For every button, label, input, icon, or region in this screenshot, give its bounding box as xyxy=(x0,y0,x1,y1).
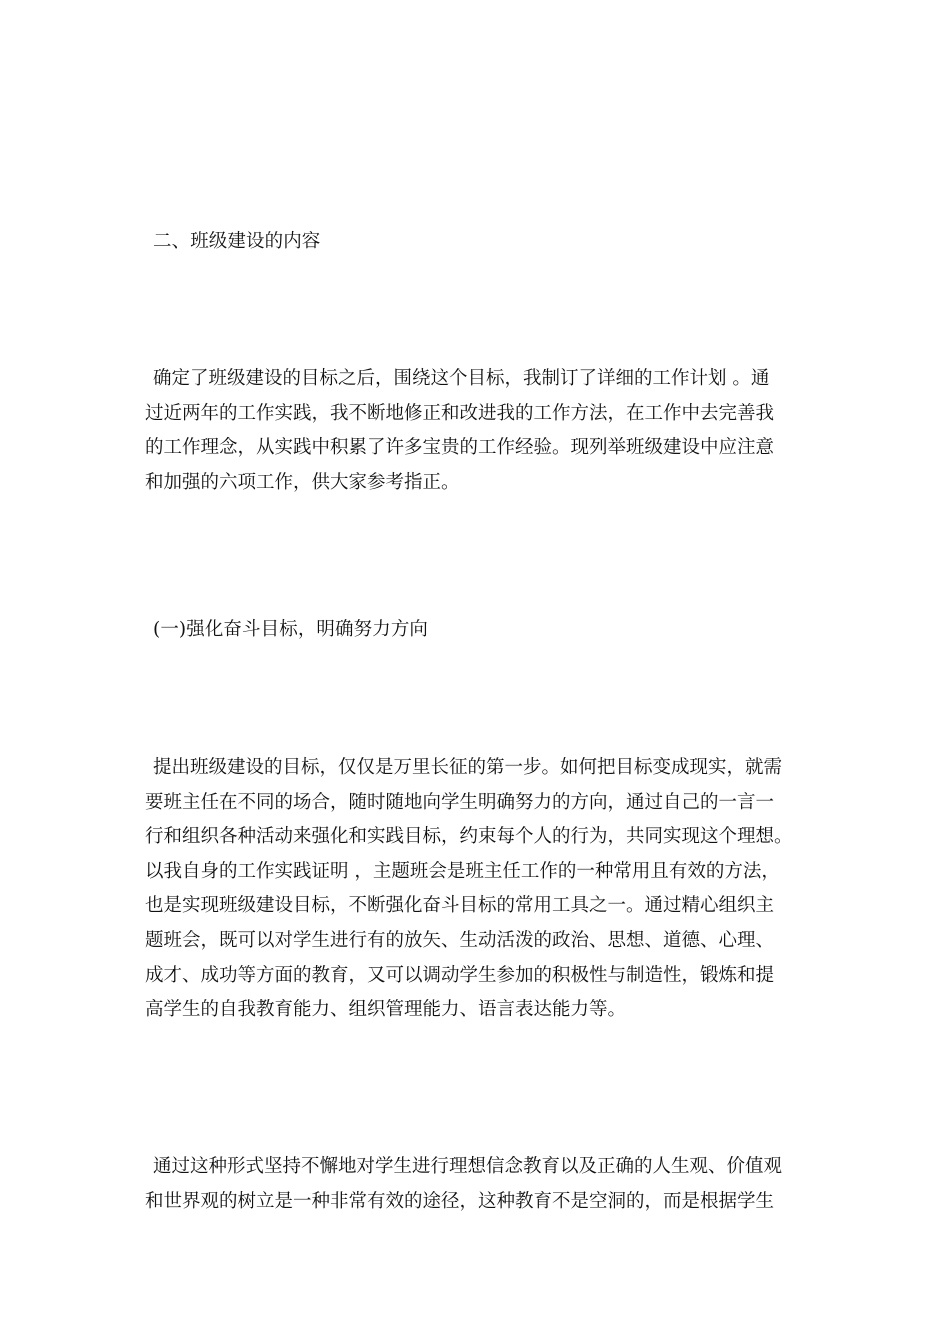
paragraph-line: 通过这种形式坚持不懈地对学生进行理想信念教育以及正确的人生观、价值观 xyxy=(153,1156,783,1177)
paragraph-line: 的工作理念，从实践中积累了许多宝贵的工作经验。现列举班级建设中应注意 xyxy=(145,437,775,459)
paragraph-line: 要班主任在不同的场合，随时随地向学生明确努力的方向，通过自己的一言一 xyxy=(145,791,775,813)
paragraph-line: 和世界观的树立是一种非常有效的途径，这种教育不是空洞的，而是根据学生 xyxy=(145,1190,775,1212)
paragraph-line: 题班会，既可以对学生进行有的放矢、生动活泼的政治、思想、道德、心理、 xyxy=(145,929,775,951)
paragraph-1 xyxy=(145,367,810,505)
paragraph-line: 提出班级建设的目标，仅仅是万里长征的第一步。如何把目标变成现实，就需 xyxy=(153,757,783,778)
paragraph-2 xyxy=(145,756,810,1033)
paragraph-line: 高学生的自我教育能力、组织管理能力、语言表达能力等。 xyxy=(145,999,627,1021)
paragraph-line: 也是实现班级建设目标，不断强化奋斗目标的常用工具之一。通过精心组织主 xyxy=(145,895,775,917)
paragraph-3 xyxy=(145,1155,810,1224)
paragraph-line: 行和组织各种活动来强化和实践目标，约束每个人的行为，共同实现这个理想。 xyxy=(145,826,793,848)
subsection-heading: (一)强化奋斗目标，明确努力方向 xyxy=(153,619,429,640)
paragraph-line: 确定了班级建设的目标之后，围绕这个目标，我制订了详细的工作计划 。通 xyxy=(153,368,770,389)
section-heading: 二、班级建设的内容 xyxy=(153,231,321,252)
paragraph-line: 和加强的六项工作，供大家参考指正。 xyxy=(145,471,460,493)
paragraph-line: 成才、成功等方面的教育，又可以调动学生参加的积极性与制造性，锻炼和提 xyxy=(145,964,775,986)
paragraph-line: 以我自身的工作实践证明 ，主题班会是班主任工作的一种常用且有效的方法， xyxy=(145,860,780,882)
paragraph-line: 过近两年的工作实践，我不断地修正和改进我的工作方法，在工作中去完善我 xyxy=(145,402,775,424)
